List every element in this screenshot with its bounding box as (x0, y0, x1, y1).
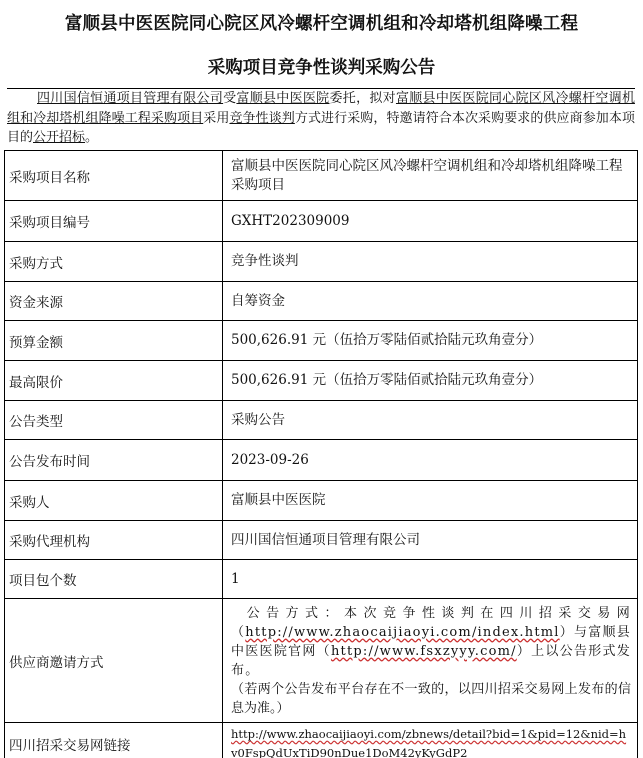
row-key: 项目包个数 (5, 560, 223, 599)
table-row (5, 401, 638, 440)
table-row (5, 242, 638, 282)
row-value: 500,626.91 元（伍拾万零陆佰贰拾陆元玖角壹分） (223, 321, 638, 361)
row-key: 四川招采交易网链接 (5, 723, 223, 758)
row-key: 公告发布时间 (5, 440, 223, 481)
row-key: 供应商邀请方式 (5, 599, 223, 723)
intro-text-5: 。 (85, 130, 99, 145)
invitation-method-value (223, 599, 638, 723)
table-row (5, 440, 638, 481)
intro-text-1: 受 (223, 91, 237, 106)
invite-text-2: ）与富顺县中医医院官网（ (231, 624, 631, 659)
table-row-invitation (5, 599, 638, 723)
row-key: 采购人 (5, 481, 223, 521)
table-row (5, 151, 638, 201)
row-value: 富顺县中医医院 (223, 481, 638, 521)
row-key: 采购方式 (5, 242, 223, 282)
row-key: 采购代理机构 (5, 521, 223, 560)
row-value: 1 (223, 560, 638, 599)
intro-text-2: 委托，拟对 (329, 91, 396, 106)
title-line-2: 采购项目竞争性谈判采购公告 (207, 58, 436, 78)
table-row (5, 361, 638, 401)
invitation-note: （若两个公告发布平台存在不一致的，以四川招采交易网上发布的信息为准。） (231, 681, 631, 716)
table-row (5, 321, 638, 361)
zhaocai-detail-link[interactable]: http://www.zhaocaijiaoyi.com/zbnews/detail?bid=1&pid=12&nid=hv0FspQdUxTiD90nDue1DoM42yKyGdP2 (231, 727, 627, 758)
table-row-link (5, 723, 638, 758)
intro-text-4: 方式进行采购，特邀请符合本次采购要求的供应商参加本项目的 (7, 110, 635, 145)
row-key: 资金来源 (5, 282, 223, 321)
invite-text-3: ）上以公告形式发布。 (231, 643, 631, 678)
invite-text-1: 公告方式：本次竞争性谈判在四川招采交易网（ (231, 605, 631, 640)
table-row (5, 521, 638, 560)
hospital-url-link[interactable]: http://www.fsxzyyy.com/ (330, 643, 517, 659)
table-row (5, 560, 638, 599)
row-value: GXHT202309009 (223, 201, 638, 242)
table-row (5, 201, 638, 242)
table-row (5, 481, 638, 521)
row-value: 自筹资金 (223, 282, 638, 321)
info-table (4, 150, 638, 758)
row-value: 采购公告 (223, 401, 638, 440)
row-value: 2023-09-26 (223, 440, 638, 481)
row-key: 公告类型 (5, 401, 223, 440)
row-key: 采购项目编号 (5, 201, 223, 242)
row-value: 四川国信恒通项目管理有限公司 (223, 521, 638, 560)
intro-project: 富顺县中医医院同心院区风冷螺杆空调机组和冷却塔机组降噪工程采购项目 (7, 91, 635, 126)
invitation-paragraph (231, 604, 631, 680)
intro-paragraph (7, 88, 635, 148)
row-key: 采购项目名称 (5, 151, 223, 201)
zhaocai-url-link[interactable]: http://www.zhaocaijiaoyi.com/index.html (245, 624, 560, 640)
intro-agency: 四川国信恒通项目管理有限公司 (37, 91, 224, 106)
row-key: 最高限价 (5, 361, 223, 401)
intro-method: 竞争性谈判 (229, 110, 295, 126)
title-line-1: 富顺县中医医院同心院区风冷螺杆空调机组和冷却塔机组降噪工程 (64, 14, 579, 34)
intro-text-3: 采用 (203, 110, 230, 126)
intro-purchaser: 富顺县中医医院 (236, 91, 330, 106)
row-key: 预算金额 (5, 321, 223, 361)
table-row (5, 282, 638, 321)
intro-tender: 公开招标 (33, 130, 86, 145)
row-value: 富顺县中医医院同心院区风冷螺杆空调机组和冷却塔机组降噪工程采购项目 (223, 151, 638, 201)
row-value: 500,626.91 元（伍拾万零陆佰贰拾陆元玖角壹分） (223, 361, 638, 401)
row-value: 竞争性谈判 (223, 242, 638, 282)
